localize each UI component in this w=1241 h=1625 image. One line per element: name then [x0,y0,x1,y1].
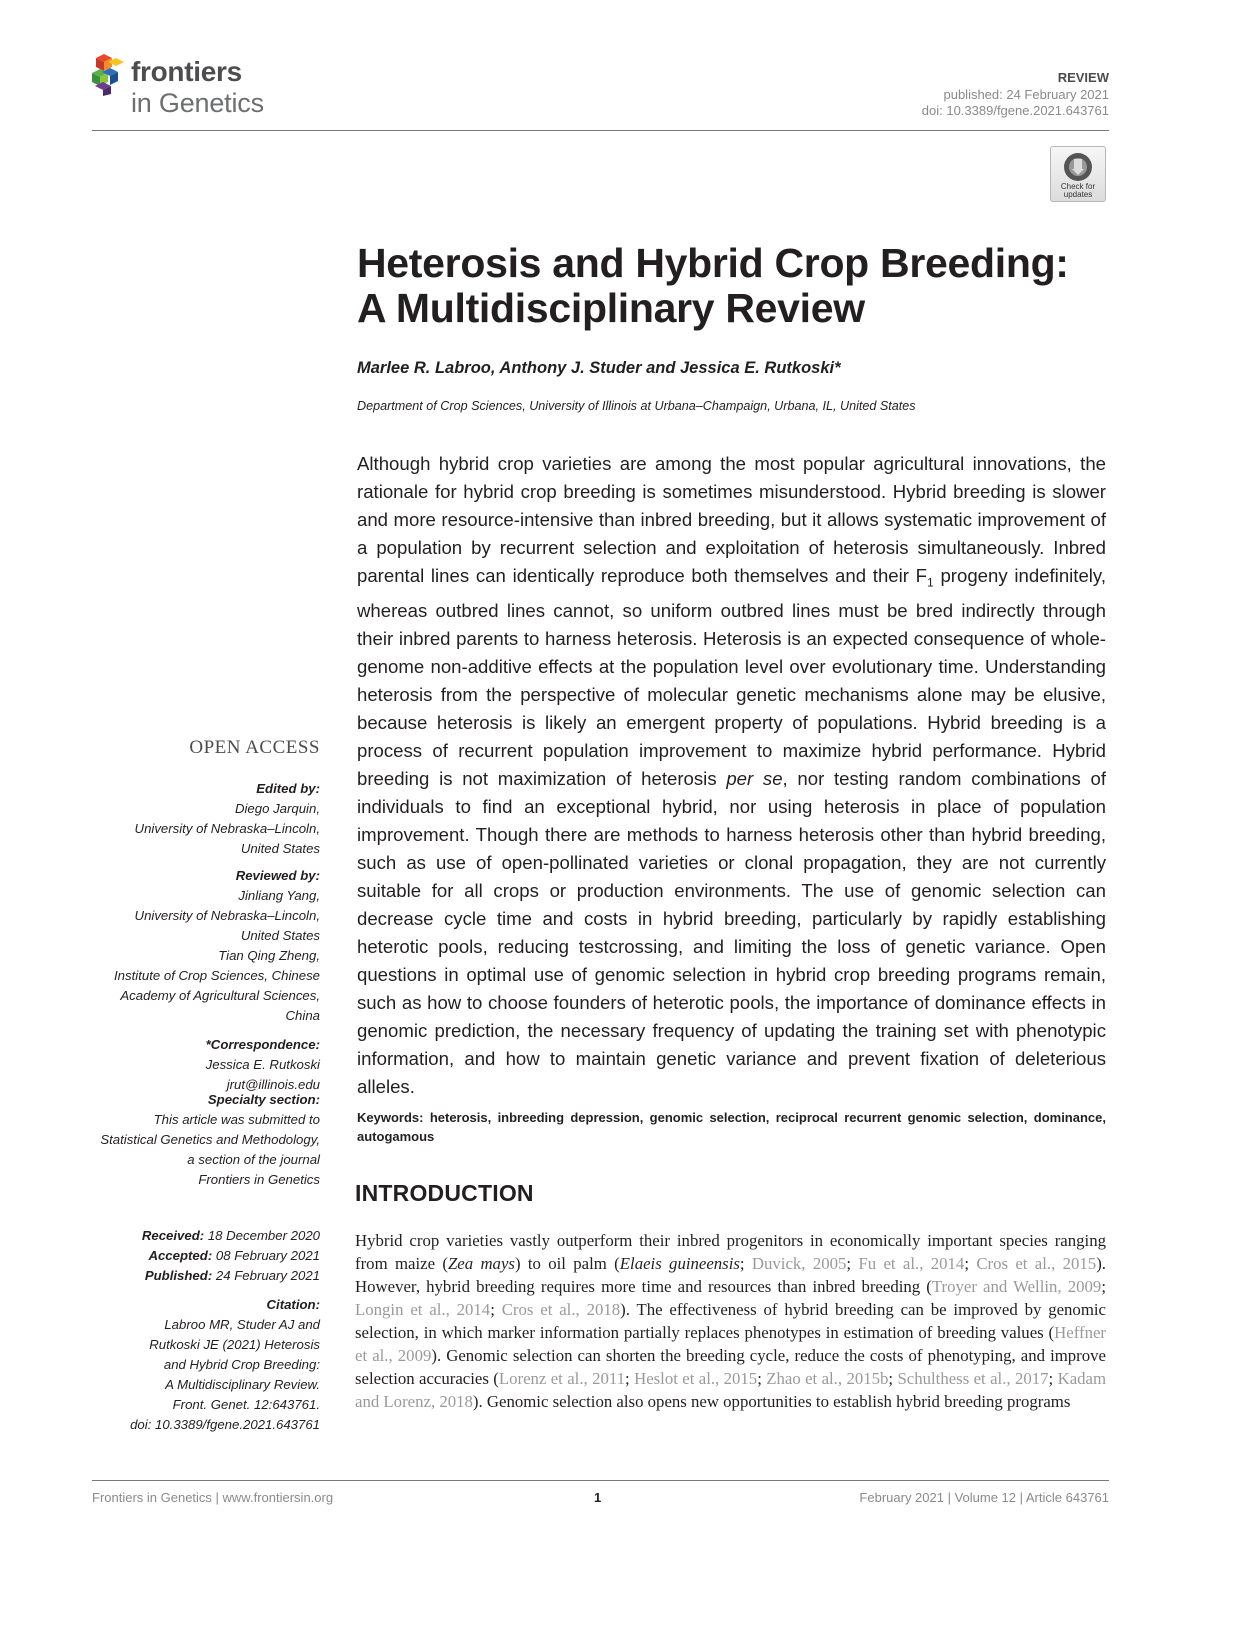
correspondence-block [206,1035,320,1095]
intro-text: ). Genomic selection can shorten the breeding cycle, reduce the costs of phenotyping, and improve selection accuracies ( [355,1346,1106,1388]
reviewer-name: Tian Qing Zheng, [218,948,320,963]
intro-text: ; [888,1369,898,1388]
citation-text: A Multidisciplinary Review. [165,1377,320,1392]
intro-text: Hybrid crop varieties vastly outperform their inbred progenitors in economically important species ranging from maize ( [355,1231,1106,1273]
intro-text: ). The effectiveness of hybrid breeding can be improved by genomic selection, in which marker information partially replaces phenotypes in estimation of breeding values ( [355,1300,1106,1342]
citation-link[interactable]: Duvick, 2005 [751,1254,847,1273]
published-date: published: 24 February 2021 [943,87,1109,102]
citation-link[interactable]: Cros et al., 2015 [976,1254,1097,1273]
intro-text: ; [1101,1277,1106,1296]
citation-block [130,1295,320,1435]
reviewed-by-block [114,866,320,1026]
citation-link[interactable]: Heffner et al., 2009 [355,1323,1106,1365]
affiliation: Department of Crop Sciences, University of Illinois at Urbana–Champaign, Urbana, IL, United States [357,399,916,413]
keywords [357,1108,1106,1146]
reviewer-affiliation: University of Nebraska–Lincoln, [134,908,320,923]
citation-link[interactable]: Heslot et al., 2015 [634,1369,758,1388]
specialty-section-block [100,1090,320,1190]
citation-link[interactable]: Cros et al., 2018 [501,1300,621,1319]
reviewer-affiliation: Institute of Crop Sciences, Chinese [114,968,320,983]
citation-link[interactable]: Kadam and Lorenz, 2018 [355,1369,1107,1411]
abstract-text-3: , nor testing random combinations of individuals to find an exceptional hybrid, nor using heterosis in place of population improvement. Though there are methods to harness heterosis other than hybrid breeding, such as use of open-pollinated varieties or clonal propagation, they are not currently suitable for all crops or production environments. The use of genomic selection can decrease cycle time and costs in hybrid breeding, particularly by rapidly establishing heterotic pools, reducing testcrossing, and limiting the loss of genetic variance. Open questions in optimal use of genomic selection in hybrid crop breeding programs remain, such as how to choose founders of heterotic pools, the importance of dominance effects in genomic prediction, the necessary frequency of updating the training set with phenotypic information, and how to maintain genetic variance and prevent fixation of deleterious alleles. [357,767,1106,1097]
abstract-text-1: Although hybrid crop varieties are among the most popular agricultural innovations, the rationale for hybrid crop breeding is sometimes misunderstood. Hybrid breeding is slower and more resource-intensive than inbred breeding, but it allows systematic improvement of a population by recurrent selection and exploitation of heterosis simultaneously. Inbred parental lines can identically reproduce both themselves and their F [357,453,1106,586]
received-date: 18 December 2020 [204,1228,320,1243]
citation-label: Citation: [266,1297,320,1312]
abstract-subscript: 1 [927,575,934,590]
footer-divider [92,1480,1109,1481]
intro-italic: Zea mays [447,1254,515,1273]
article-type: REVIEW [1057,70,1109,85]
reviewer-name: Jinliang Yang, [238,888,320,903]
doi-link[interactable]: doi: 10.3389/fgene.2021.643761 [921,103,1109,118]
intro-text: ; [757,1369,767,1388]
check-for-updates-label: Check for updates [1060,182,1096,199]
intro-text: ) to oil palm ( [514,1254,620,1273]
citation-link[interactable]: Troyer and Wellin, 2009 [931,1277,1102,1296]
introduction-paragraph [355,1229,1106,1413]
citation-link[interactable]: Longin et al., 2014 [355,1300,491,1319]
correspondent-email-link[interactable]: jrut@illinois.edu [226,1077,320,1092]
received-label: Received: [141,1228,205,1243]
specialty-text: Frontiers in Genetics [198,1172,320,1187]
intro-text: ; [490,1300,502,1319]
published-label: Published: [144,1268,213,1283]
reviewer-affiliation: China [285,1008,320,1023]
correspondence-label: *Correspondence: [205,1037,320,1052]
intro-text: ; [964,1254,977,1273]
citation-doi[interactable]: doi: 10.3389/fgene.2021.643761 [130,1417,320,1432]
title-line-1: Heterosis and Hybrid Crop Breeding: [357,240,1069,286]
keywords-list: heterosis, inbreeding depression, genomic selection, reciprocal recurrent genomic selection, dominance, autogamous [357,1110,1106,1144]
citation-text: Labroo MR, Studer AJ and [164,1317,320,1332]
citation-link[interactable]: Schulthess et al., 2017 [897,1369,1049,1388]
open-access-label: OPEN ACCESS [189,737,320,758]
article-title [357,241,1117,331]
reviewer-affiliation: Academy of Agricultural Sciences, [120,988,320,1003]
reviewer-affiliation: United States [240,928,320,943]
crossmark-icon [1063,152,1093,182]
abstract-italic: per se [726,767,783,789]
accepted-date: 08 February 2021 [212,1248,320,1263]
footer-journal-link[interactable]: Frontiers in Genetics | www.frontiersin.org [92,1490,334,1505]
specialty-text: a section of the journal [187,1152,320,1167]
intro-text: ; [625,1369,635,1388]
editor-name: Diego Jarquin, [234,801,320,816]
specialty-text: Statistical Genetics and Methodology, [100,1132,320,1147]
footer-issue-info: February 2021 | Volume 12 | Article 643761 [859,1490,1109,1505]
editor-affiliation: University of Nebraska–Lincoln, [134,821,320,836]
logo-brand-text: frontiers [131,56,242,87]
intro-text: ; [846,1254,859,1273]
editor-affiliation: United States [240,841,320,856]
citation-link[interactable]: Lorenz et al., 2011 [498,1369,626,1388]
specialty-text: This article was submitted to [153,1112,320,1127]
abstract-text-2: progeny indefinitely, whereas outbred lines cannot, so uniform outbred lines must be bred indirectly through their inbred parents to harness heterosis. Heterosis is an expected consequence of whole-genome non-additive effects at the population level over evolutionary time. Understanding heterosis from the perspective of molecular genetic mechanisms alone may be elusive, because heterosis is likely an emergent property of populations. Hybrid breeding is a process of recurrent population improvement to maximize hybrid performance. Hybrid breeding is not maximization of heterosis [357,565,1107,789]
page-number: 1 [594,1490,602,1505]
frontiers-logo-icon [92,52,126,96]
intro-text: ; [739,1254,752,1273]
logo-journal-text: in Genetics [131,88,264,118]
author-list[interactable]: Marlee R. Labroo, Anthony J. Studer and Jessica E. Rutkoski* [357,359,841,377]
abstract [357,450,1106,1101]
section-heading-introduction: INTRODUCTION [355,1180,534,1206]
specialty-section-label: Specialty section: [207,1092,320,1107]
edited-by-label: Edited by: [256,781,320,796]
edited-by-block [135,779,320,859]
intro-italic: Elaeis guineensis [619,1254,740,1273]
citation-link[interactable]: Fu et al., 2014 [858,1254,965,1273]
title-line-2: A Multidisciplinary Review [357,285,865,331]
intro-text: ; [1048,1369,1058,1388]
dates-block [142,1226,320,1286]
header-divider [92,130,1109,131]
intro-text: ). However, hybrid breeding requires more time and resources than inbred breeding ( [355,1254,1106,1296]
citation-text: and Hybrid Crop Breeding: [163,1357,320,1372]
keywords-label: Keywords: [357,1110,424,1125]
reviewed-by-label: Reviewed by: [235,868,320,883]
citation-link[interactable]: Zhao et al., 2015b [766,1369,889,1388]
check-for-updates-button[interactable] [1050,146,1106,202]
citation-text: Front. Genet. 12:643761. [172,1397,320,1412]
intro-text: ). Genomic selection also opens new opportunities to establish hybrid breeding programs [472,1392,1071,1411]
citation-text: Rutkoski JE (2021) Heterosis [149,1337,320,1352]
published-date-side: 24 February 2021 [212,1268,320,1283]
correspondent-name: Jessica E. Rutkoski [205,1057,320,1072]
accepted-label: Accepted: [148,1248,213,1263]
